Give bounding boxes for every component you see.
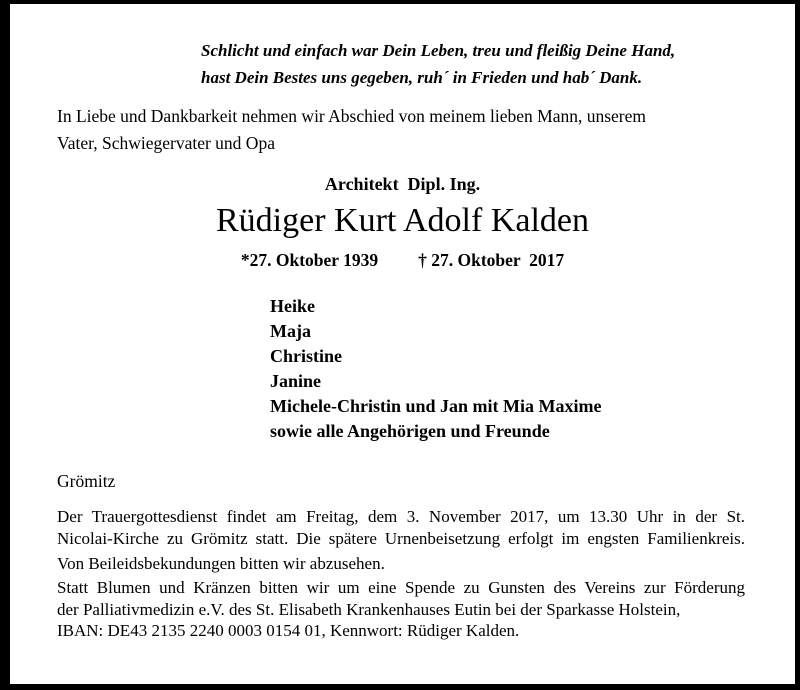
service-line: Nicolai-Kirche zu Grömitz statt. Die spätere Urnenbeisetzung erfolgt im engsten Familienkreis. (57, 529, 745, 548)
place-name: Grömitz (57, 471, 116, 491)
epigraph (201, 37, 675, 91)
donation-line: der Palliativmedizin e.V. des St. Elisabeth Krankenhauses Eutin bei der Sparkasse Holstein, (57, 599, 681, 619)
death-date: † 27. Oktober 2017 (418, 250, 565, 270)
mourners-list (270, 294, 601, 444)
scan-edge-top (0, 0, 800, 4)
intro-line: Vater, Schwiegervater und Opa (57, 133, 275, 153)
mourner-line: Christine (270, 346, 342, 366)
mourner-line: Maja (270, 321, 311, 341)
life-dates (10, 250, 795, 271)
scan-edge-left (0, 0, 10, 690)
epigraph-line: hast Dein Bestes uns gegeben, ruh´ in Frieden und hab´ Dank. (201, 68, 643, 87)
donation-line: Statt Blumen und Kränzen bitten wir um eine Spende zu Gunsten des Vereins zur Förderung (57, 578, 745, 597)
mourner-line: sowie alle Angehörigen und Freunde (270, 421, 550, 441)
service-line: Der Trauergottesdienst findet am Freitag, dem 3. November 2017, um 13.30 Uhr in der St. (57, 507, 745, 526)
intro-text (57, 103, 646, 157)
mourner-line: Heike (270, 296, 315, 316)
scan-edge-right (795, 0, 800, 690)
mourner-line: Janine (270, 371, 322, 391)
birth-date: *27. Oktober 1939 (240, 250, 379, 270)
mourner-line: Michele-Christin und Jan mit Mia Maxime (270, 396, 602, 416)
donation-line: IBAN: DE43 2135 2240 0003 0154 01, Kennwort: Rüdiger Kalden. (57, 621, 520, 640)
epigraph-line: Schlicht und einfach war Dein Leben, treu und fleißig Deine Hand, (201, 41, 676, 60)
donation-info (57, 577, 745, 642)
deceased-name: Rüdiger Kurt Adolf Kalden (216, 202, 589, 239)
scan-edge-bottom (0, 684, 800, 690)
condolence-note: Von Beileidsbekundungen bitten wir abzusehen. (57, 554, 385, 573)
professional-title: Architekt Dipl. Ing. (324, 174, 481, 194)
service-info (57, 506, 745, 550)
intro-line: In Liebe und Dankbarkeit nehmen wir Abschied von meinem lieben Mann, unserem (57, 106, 647, 126)
